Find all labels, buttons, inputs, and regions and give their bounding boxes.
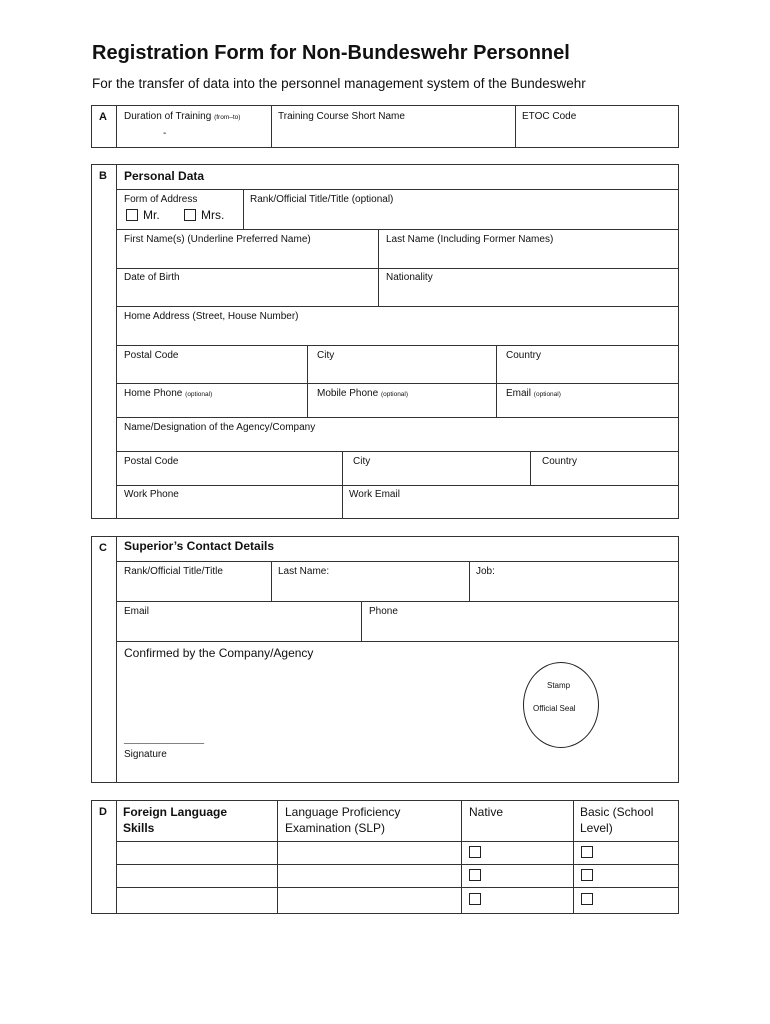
native-checkbox-row3[interactable] [469, 893, 481, 905]
divider [116, 536, 117, 783]
work-phone-field[interactable]: Work Phone [124, 489, 179, 500]
work-country-field[interactable]: Country [542, 456, 578, 467]
divider [515, 105, 516, 148]
duration-of-training-field[interactable] [124, 111, 240, 122]
agency-company-field[interactable]: Name/Designation of the Agency/Company [124, 422, 316, 433]
header-line: Language Proficiency [285, 805, 401, 819]
foreign-language-header [123, 804, 227, 836]
page-subtitle: For the transfer of data into the personnel management system of the Bundeswehr [92, 76, 586, 91]
section-b-title: Personal Data [124, 169, 205, 183]
duration-hint: (from–to) [214, 114, 241, 121]
work-city-field[interactable]: City [353, 456, 371, 467]
native-checkbox-row2[interactable] [469, 869, 481, 881]
superior-email-field[interactable]: Email [124, 606, 150, 617]
signature-line[interactable]: __________________ [124, 735, 205, 744]
divider [116, 383, 679, 384]
divider [116, 229, 679, 230]
duration-label: Duration of Training [124, 111, 212, 122]
postal-code-field[interactable]: Postal Code [124, 350, 179, 361]
divider [469, 561, 470, 601]
divider [116, 306, 679, 307]
mr-option-label: Mr. [143, 208, 160, 222]
divider [342, 451, 343, 519]
divider [530, 451, 531, 485]
divider [573, 800, 574, 914]
divider [116, 417, 679, 418]
superior-rank-field[interactable]: Rank/Official Title/Title [124, 566, 223, 577]
mobile-phone-label: Mobile Phone [317, 388, 379, 399]
optional-hint: (optional) [185, 391, 213, 398]
divider [116, 841, 679, 842]
nationality-field[interactable]: Nationality [386, 272, 433, 283]
header-line: Basic (School [580, 805, 654, 819]
home-address-field[interactable]: Home Address (Street, House Number) [124, 311, 299, 322]
section-d-letter: D [99, 806, 107, 818]
email-label: Email [506, 388, 532, 399]
course-short-name-field[interactable]: Training Course Short Name [278, 111, 405, 122]
superior-job-field[interactable]: Job: [476, 566, 495, 577]
basic-checkbox-row1[interactable] [581, 846, 593, 858]
divider [116, 641, 679, 642]
native-header: Native [469, 805, 504, 819]
optional-hint: (optional) [533, 391, 561, 398]
divider [277, 800, 278, 914]
home-phone-field[interactable] [124, 388, 212, 399]
header-line: Foreign Language [123, 805, 228, 819]
native-checkbox-row1[interactable] [469, 846, 481, 858]
divider [271, 105, 272, 148]
section-c-title: Superior’s Contact Details [124, 539, 275, 553]
divider [116, 105, 117, 148]
divider [116, 887, 679, 888]
header-line: Level) [580, 821, 613, 835]
rank-title-field[interactable]: Rank/Official Title/Title (optional) [250, 194, 394, 205]
official-seal-label: Official Seal [533, 704, 576, 713]
section-b-letter: B [99, 170, 107, 182]
divider [307, 345, 308, 417]
divider [116, 268, 679, 269]
header-line: Examination (SLP) [285, 821, 386, 835]
country-field[interactable]: Country [506, 350, 542, 361]
duration-dash: - [163, 128, 167, 139]
divider [496, 345, 497, 417]
divider [361, 601, 362, 641]
divider [116, 800, 117, 914]
divider [116, 164, 117, 519]
basic-checkbox-row2[interactable] [581, 869, 593, 881]
basic-header [580, 804, 653, 836]
superior-last-name-field[interactable]: Last Name: [278, 566, 330, 577]
signature-label: Signature [124, 749, 167, 760]
confirmed-by-label: Confirmed by the Company/Agency [124, 646, 314, 660]
divider [378, 229, 379, 306]
work-email-field[interactable]: Work Email [349, 489, 400, 500]
date-of-birth-field[interactable]: Date of Birth [124, 272, 180, 283]
mrs-option-label: Mrs. [201, 208, 225, 222]
mr-checkbox[interactable] [126, 209, 138, 221]
first-name-field[interactable]: First Name(s) (Underline Preferred Name) [124, 234, 311, 245]
etoc-code-field[interactable]: ETOC Code [522, 111, 577, 122]
last-name-field[interactable]: Last Name (Including Former Names) [386, 234, 554, 245]
mrs-checkbox[interactable] [184, 209, 196, 221]
divider [116, 189, 679, 190]
divider [243, 189, 244, 229]
divider [271, 561, 272, 601]
stamp-label: Stamp [547, 681, 571, 690]
form-of-address-label: Form of Address [124, 194, 198, 205]
email-field[interactable] [506, 388, 561, 399]
header-line: Skills [123, 821, 155, 835]
divider [116, 864, 679, 865]
divider [116, 561, 679, 562]
section-c-letter: C [99, 542, 107, 554]
work-postal-code-field[interactable]: Postal Code [124, 456, 179, 467]
divider [461, 800, 462, 914]
superior-phone-field[interactable]: Phone [369, 606, 398, 617]
divider [116, 601, 679, 602]
basic-checkbox-row3[interactable] [581, 893, 593, 905]
divider [116, 345, 679, 346]
optional-hint: (optional) [380, 391, 409, 398]
section-a-letter: A [99, 111, 107, 123]
city-field[interactable]: City [317, 350, 335, 361]
home-phone-label: Home Phone [124, 388, 183, 399]
mobile-phone-field[interactable] [317, 388, 408, 399]
divider [116, 451, 679, 452]
section-b-box [91, 164, 679, 519]
divider [116, 485, 679, 486]
slp-header [285, 804, 400, 836]
page-title: Registration Form for Non-Bundeswehr Personnel [92, 42, 570, 64]
